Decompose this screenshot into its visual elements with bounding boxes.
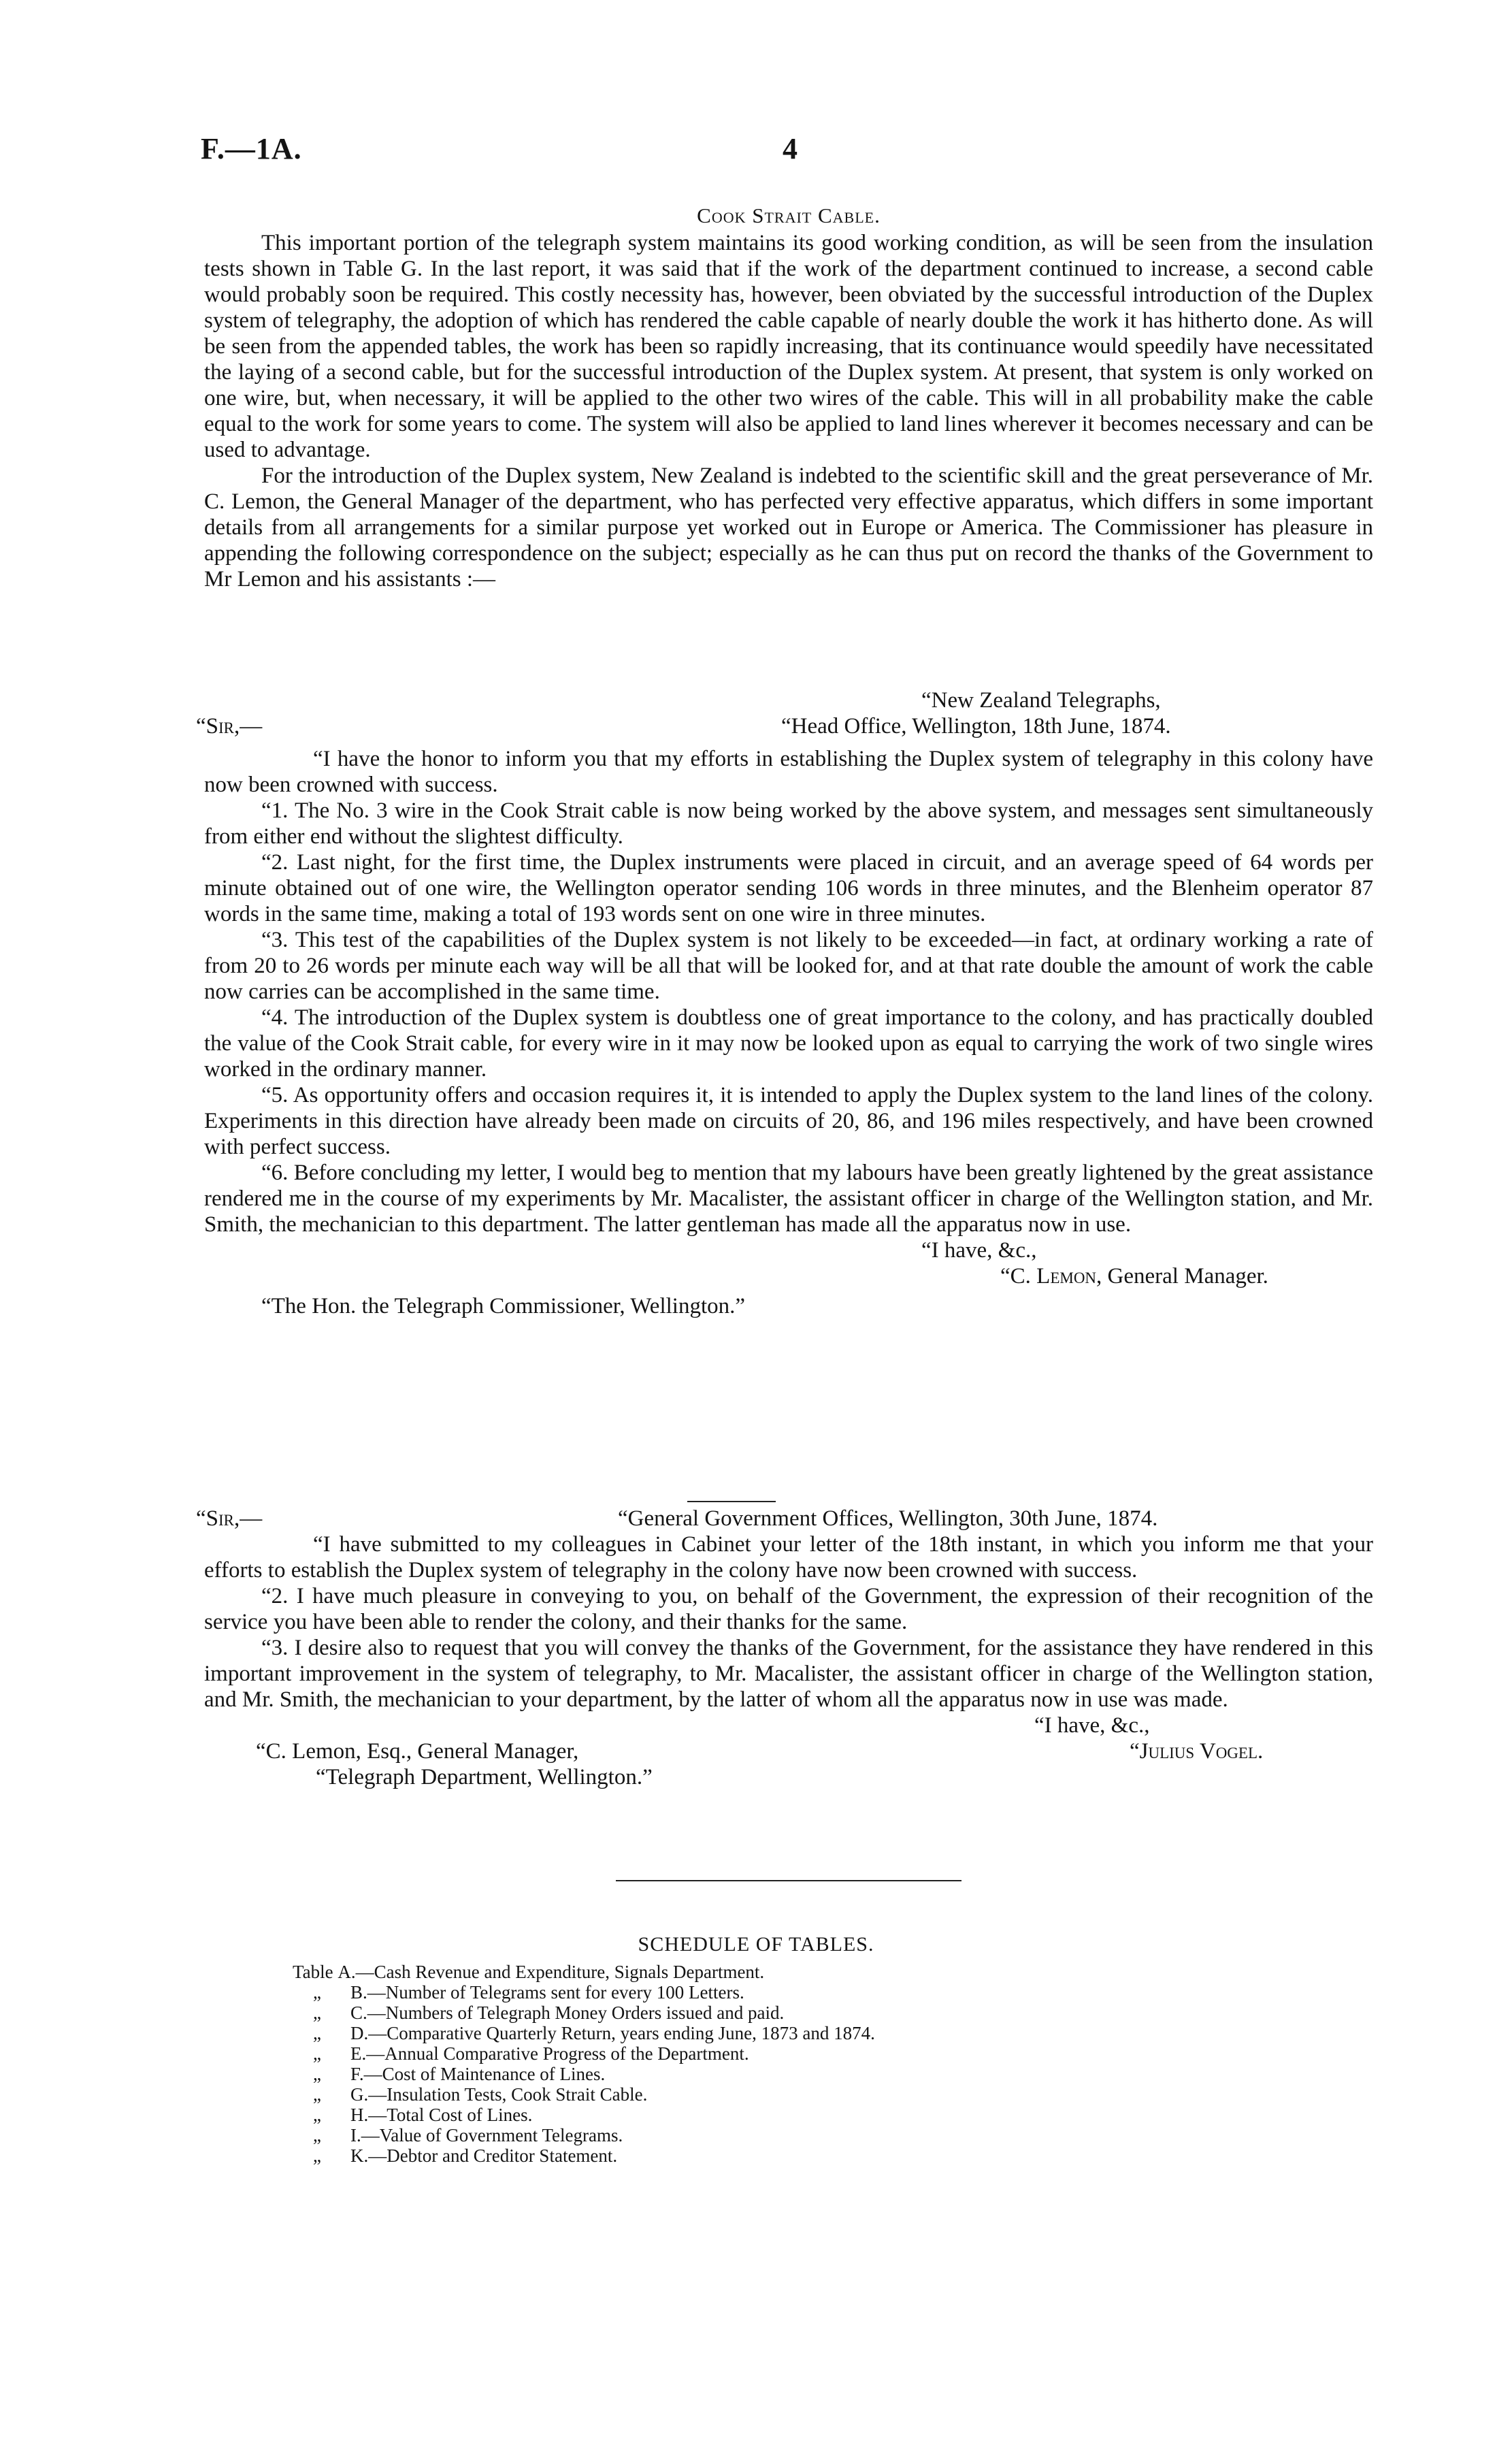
intro-paragraph-1: This important portion of the telegraph system maintains its good working condition, as will be seen from the insulation tests shown in Table G. In the last report, it was said that if the work of the department continued to increase, a second cable would probably soon be required. This costly necessity has, however, been obviated by the successful introduction of the Duplex system of telegraphy, the adoption of which has rendered the cable capable of nearly double the work it has hitherto done. As will be seen from the appended tables, the work has been so rapidly increasing, that its continuance would speedily have necessitated the laying of a second cable, but for the successful introduction of the Duplex system. At present, that system is only worked on one wire, but, when necessary, it will be applied to the other two wires of the cable. This will in all probability make the cable equal to the work for some years to come. The system will also be applied to land lines wherever it becomes necessary and can be used to advantage. bbox=[204, 231, 1373, 462]
divider-long bbox=[616, 1880, 962, 1881]
divider-short bbox=[687, 1501, 776, 1502]
letter2-signature: “Julius Vogel. bbox=[1130, 1739, 1264, 1764]
schedule-item: „ E.—Annual Comparative Progress of the Department. bbox=[313, 2043, 749, 2064]
letter2-address: “General Government Offices, Wellington, 30th June, 1874. bbox=[618, 1506, 1158, 1531]
letter2-addressee-line2: “Telegraph Department, Wellington.” bbox=[316, 1765, 653, 1789]
schedule-item: Table A.—Cash Revenue and Expenditure, Signals Department. bbox=[293, 1962, 765, 1982]
letter2-closing-row bbox=[204, 1713, 1373, 1738]
letter1-heading-row-1 bbox=[204, 687, 1373, 713]
letter2-opening: “I have submitted to my colleagues in Cabinet your letter of the 18th instant, in which you inform me that your efforts to establish the Duplex system of telegraphy in the colony have now been crowned with success. bbox=[204, 1532, 1373, 1583]
letter2-signature-row bbox=[204, 1738, 1373, 1764]
schedule-item: „ F.—Cost of Maintenance of Lines. bbox=[313, 2064, 606, 2084]
letter1-salutation: “Sir,— bbox=[196, 714, 263, 739]
letter2-heading-row bbox=[196, 1506, 1373, 1531]
letter1-addressee-row bbox=[204, 1293, 1373, 1319]
letter2-addressee-row2 bbox=[204, 1764, 1373, 1790]
cook-strait-section bbox=[204, 203, 1373, 592]
letter1-heading-row-2 bbox=[196, 713, 1373, 739]
letter1-address-line1: “New Zealand Telegraphs, bbox=[921, 688, 1161, 713]
letter2-addressee-line1: “C. Lemon, Esq., General Manager, bbox=[256, 1739, 579, 1764]
letter1-closing: “I have, &c., bbox=[921, 1238, 1037, 1263]
letter2-closing: “I have, &c., bbox=[1034, 1713, 1150, 1738]
letter1-item-1: “1. The No. 3 wire in the Cook Strait cable is now being worked by the above system, and messages sent simultaneously from either end without the slightest difficulty. bbox=[204, 798, 1373, 849]
schedule-item: „ H.—Total Cost of Lines. bbox=[313, 2105, 533, 2125]
letter2-salutation: “Sir,— bbox=[196, 1506, 263, 1531]
schedule-item: „ D.—Comparative Quarterly Return, years ending June, 1873 and 1874. bbox=[313, 2023, 875, 2043]
letter-vogel bbox=[196, 1506, 1373, 1790]
schedule-item: „ C.—Numbers of Telegraph Money Orders issued and paid. bbox=[313, 2003, 785, 2023]
letter1-item-3: “3. This test of the capabilities of the Duplex system is not likely to be exceeded—in fact, at ordinary working a rate of from 20 to 26 words per minute each way will be all that will be looked for, and at that rate double the amount of work the cable now carries can be accomplished in the same time. bbox=[204, 928, 1373, 1004]
letter1-item-5: “5. As opportunity offers and occasion requires it, it is intended to apply the Duplex system to the land lines of the colony. Experiments in this direction have already been made on circuits of 20, 86, and 196 miles respectively, and have been crowned with perfect success. bbox=[204, 1083, 1373, 1159]
schedule-item: „ B.—Number of Telegrams sent for every 100 Letters. bbox=[313, 1982, 744, 2003]
letter1-address-line2: “Head Office, Wellington, 18th June, 1874. bbox=[781, 714, 1171, 739]
letter1-item-6: “6. Before concluding my letter, I would beg to mention that my labours have been greatly lightened by the great assistance rendered me in the course of my experiments by Mr. Macalister, the assistant officer in charge of the Wellington station, and Mr. Smith, the mechanician to this department. The latter gentleman has made all the apparatus now in use. bbox=[204, 1161, 1373, 1237]
schedule-title: SCHEDULE OF TABLES. bbox=[638, 1933, 874, 1956]
letter2-item-2: “2. I have much pleasure in conveying to you, on behalf of the Government, the expression of their recognition of the service you have been able to render the colony, and their thanks for the same. bbox=[204, 1584, 1373, 1634]
letter1-item-4: “4. The introduction of the Duplex system is doubtless one of great importance to the colony, and has practically doubled the value of the Cook Strait cable, for every wire in it may now be looked upon as equal to carrying the work of two single wires worked in the ordinary manner. bbox=[204, 1005, 1373, 1082]
intro-paragraph-2: For the introduction of the Duplex system, New Zealand is indebted to the scientific skill and the great perseverance of Mr. C. Lemon, the General Manager of the department, who has perfected very effective apparatus, which differs in some important details from all arrangements for a similar purpose yet worked out in Europe or America. The Commissioner has pleasure in appending the following correspondence on the subject; especially as he can thus put on record the thanks of the Government to Mr Lemon and his assistants :— bbox=[204, 464, 1373, 591]
signature-name: C. Lemon bbox=[1010, 1264, 1097, 1288]
letter1-addressee: “The Hon. the Telegraph Commissioner, Wellington.” bbox=[261, 1294, 746, 1318]
schedule-item: „ G.—Insulation Tests, Cook Strait Cable. bbox=[313, 2084, 648, 2105]
schedule-list bbox=[293, 1962, 875, 2166]
letter1-signature: “C. Lemon, General Manager. bbox=[1000, 1264, 1268, 1288]
page-number: 4 bbox=[783, 132, 798, 165]
letter1-signature-row bbox=[204, 1263, 1373, 1289]
letter2-item-3: “3. I desire also to request that you will convey the thanks of the Government, for the assistance they have rendered in this important improvement in the system of telegraphy, to Mr. Macalister, the assistant officer in charge of the Wellington station, and Mr. Smith, the mechanician to your department, by the latter of whom all the apparatus now in use was made. bbox=[204, 1636, 1373, 1712]
letter1-opening: “I have the honor to inform you that my efforts in establishing the Duplex system of telegraphy in this colony have now been crowned with success. bbox=[204, 747, 1373, 797]
schedule-item: „ I.—Value of Government Telegrams. bbox=[313, 2125, 623, 2145]
schedule-item: „ K.—Debtor and Creditor Statement. bbox=[313, 2145, 618, 2166]
letter-lemon bbox=[196, 687, 1373, 1319]
document-code: F.—1A. bbox=[201, 132, 302, 165]
section-title: Cook Strait Cable. bbox=[697, 204, 881, 227]
letter1-item-2: “2. Last night, for the first time, the Duplex instruments were placed in circuit, and an average speed of 64 words per minute obtained out of one wire, the Wellington operator sending 106 words in three minutes, and the Blenheim operator 87 words in the same time, making a total of 193 words sent on one wire in three minutes. bbox=[204, 850, 1373, 926]
letter1-closing-row bbox=[204, 1237, 1373, 1263]
